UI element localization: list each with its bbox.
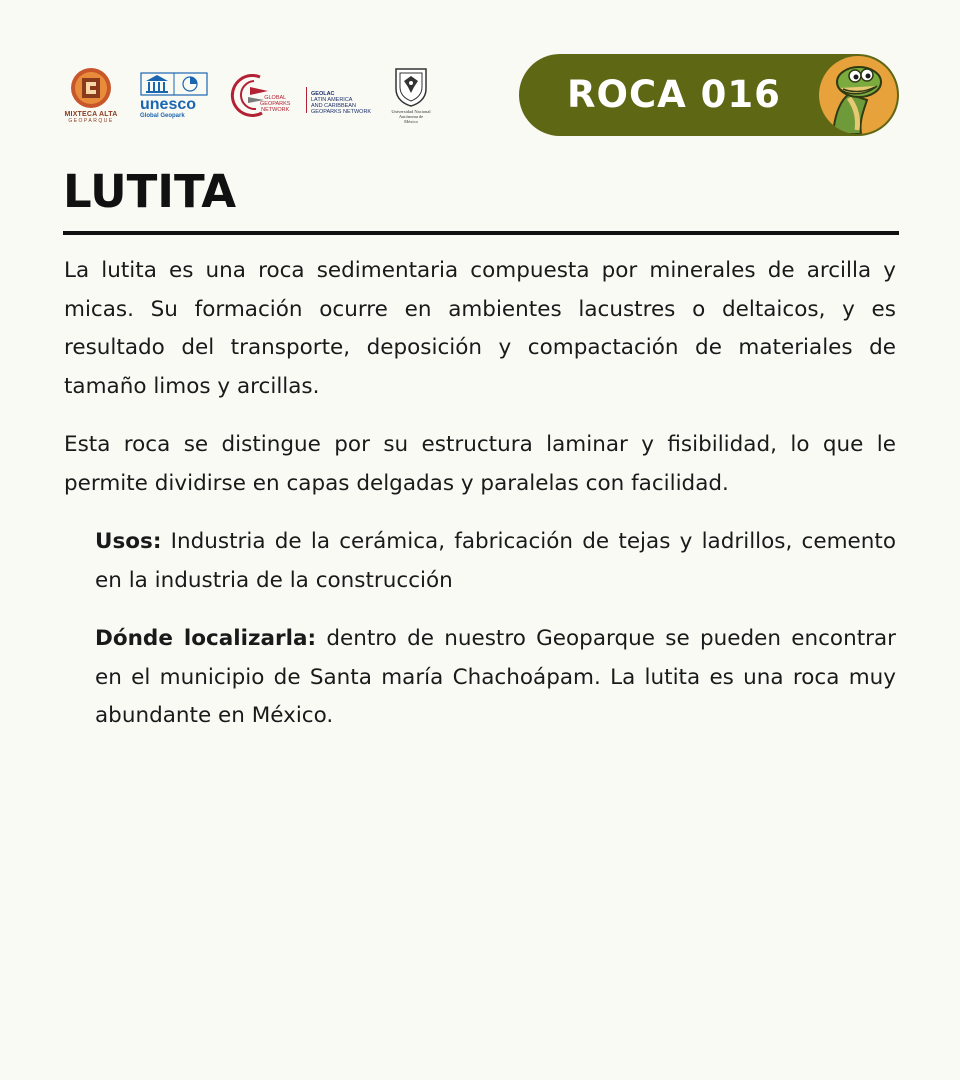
unam-shield-icon: [392, 67, 430, 107]
unesco-global-geopark-logo: [140, 72, 210, 119]
page-title: LUTITA: [63, 165, 237, 218]
geolac-line1: GEOLAC: [311, 91, 335, 97]
mascot-avatar: [819, 56, 897, 134]
rock-number-label: ROCA 016: [567, 73, 781, 116]
geolac-text: [311, 91, 371, 115]
location-label: Dónde localizarla:: [95, 626, 317, 651]
lizard-mascot-icon: [819, 56, 897, 134]
uses-item: [95, 523, 896, 600]
rock-description: [64, 252, 896, 756]
unesco-temple-icon: [140, 72, 208, 96]
ggn-line1: GLOBAL: [264, 95, 287, 101]
geolac-line4: GEOPARKS NETWORK: [311, 109, 372, 115]
mixteca-name: MIXTECA ALTA: [64, 110, 118, 118]
uses-text: Industria de la cerámica, fabricación de tejas y ladrillos, cemento en la industria de la construcción: [95, 529, 896, 593]
ggn-line2: GEOPARKS: [260, 101, 291, 107]
description-paragraph-2: Esta roca se distingue por su estructura laminar y fisibilidad, lo que le permite dividirse en capas delgadas y paralelas con facilidad.: [64, 432, 896, 496]
description-paragraph-1: La lutita es una roca sedimentaria compuesta por minerales de arcilla y micas. Su formación ocurre en ambientes lacustres o deltaicos, y es resultado del transporte, deposición y compactación de materiales de tamaño limos y arcillas.: [64, 258, 896, 399]
geolac-line2: LATIN AMERICA: [311, 97, 353, 103]
location-text: dentro de nuestro Geoparque se pueden encontrar en el municipio de Santa maría Chachoápam. La lutita es una roca muy abundante en México.: [95, 626, 896, 728]
unam-line1: Universidad Nacional: [391, 108, 431, 114]
unam-line3: México: [404, 118, 418, 124]
unam-text: [391, 109, 430, 124]
partner-logos: [60, 62, 433, 128]
global-geoparks-network-logo: [224, 65, 302, 125]
rock-number-badge: [519, 54, 899, 136]
ggn-line3: NETWORK: [261, 107, 290, 113]
unam-logo: [389, 67, 433, 124]
mixteca-emblem-icon: [69, 67, 113, 109]
geolac-logo: [311, 91, 375, 115]
ggn-text: [260, 95, 290, 113]
mixteca-alta-geoparque-logo: [60, 67, 122, 124]
title-divider: [63, 231, 899, 235]
mixteca-sub: GEOPARQUE: [68, 117, 114, 124]
uses-label: Usos:: [95, 529, 162, 554]
logo-divider: [306, 87, 307, 113]
unesco-wordmark: unesco: [140, 95, 197, 113]
unesco-sub: Global Geopark: [140, 112, 185, 119]
unam-line2: Autónoma de: [398, 113, 424, 119]
geolac-line3: AND CARIBBEAN: [311, 103, 356, 109]
location-item: [95, 620, 896, 736]
